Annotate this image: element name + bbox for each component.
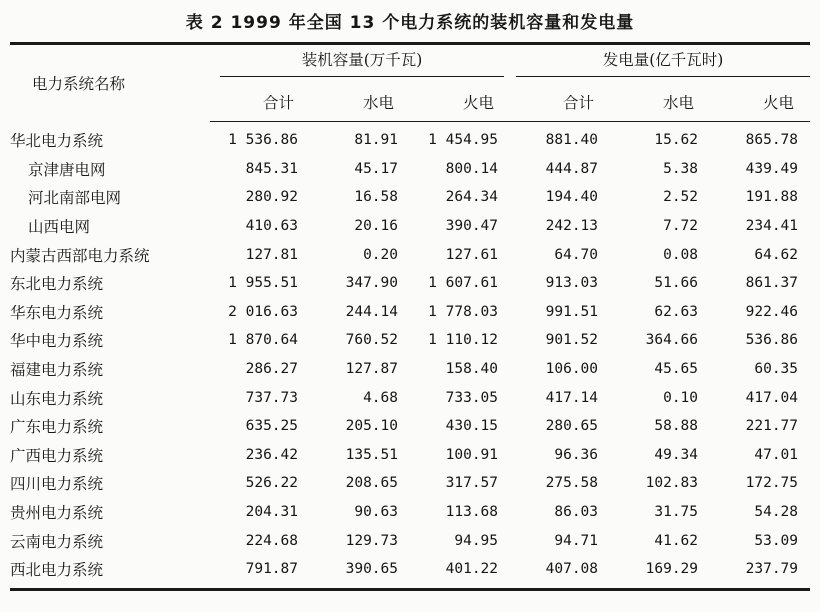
value-cell: 444.87	[545, 160, 599, 177]
value-cell: 317.57	[445, 475, 499, 492]
system-name-cell: 山西电网	[28, 218, 91, 237]
value-cell: 127.81	[245, 246, 298, 263]
value-cell: 861.37	[745, 275, 799, 292]
value-cell: 1 955.51	[228, 275, 298, 292]
value-cell: 1 110.12	[428, 332, 499, 349]
value-cell: 129.73	[345, 532, 398, 549]
value-cell: 760.52	[345, 332, 398, 349]
value-cell: 286.27	[245, 361, 298, 378]
value-cell: 41.62	[654, 532, 699, 549]
value-cell: 2.52	[663, 189, 699, 206]
value-cell: 865.78	[745, 132, 799, 149]
value-cell: 526.22	[245, 475, 298, 492]
generation-group-header: 发电量(亿千瓦时)	[510, 44, 810, 84]
table-row	[10, 155, 810, 184]
value-cell: 417.04	[745, 389, 799, 406]
value-cell: 390.65	[310, 555, 410, 589]
value-cell: 94.95	[454, 532, 499, 549]
value-cell: 60.35	[754, 361, 799, 378]
table-row	[10, 269, 810, 298]
value-cell: 264.34	[445, 189, 499, 206]
value-cell: 1 454.95	[428, 132, 499, 149]
value-cell: 236.42	[245, 446, 298, 463]
system-name-cell: 山东电力系统	[10, 389, 104, 408]
value-cell: 800.14	[445, 160, 499, 177]
value-cell: 913.03	[545, 275, 599, 292]
value-cell: 54.28	[754, 504, 799, 521]
value-cell: 169.29	[610, 555, 710, 589]
table-row	[10, 412, 810, 441]
table-row	[10, 326, 810, 355]
system-name-cell: 京津唐电网	[28, 160, 106, 179]
table-row	[10, 441, 810, 470]
value-cell: 390.47	[445, 218, 499, 235]
system-name-cell: 福建电力系统	[10, 361, 104, 380]
table-row	[10, 526, 810, 555]
value-cell: 172.75	[745, 475, 799, 492]
value-cell: 94.71	[554, 532, 599, 549]
value-cell: 275.58	[545, 475, 599, 492]
value-cell: 64.62	[754, 246, 799, 263]
system-name-cell: 贵州电力系统	[10, 504, 104, 523]
value-cell: 205.10	[345, 418, 398, 435]
column-header: 火电	[410, 83, 510, 122]
table-row	[10, 298, 810, 327]
table-row	[10, 498, 810, 527]
table-caption: 表 2 1999 年全国 13 个电力系统的装机容量和发电量	[185, 13, 635, 33]
column-header: 合计	[510, 83, 610, 122]
value-cell: 430.15	[445, 418, 499, 435]
value-cell: 31.75	[654, 504, 699, 521]
system-name-cell: 广西电力系统	[10, 446, 104, 465]
value-cell: 410.63	[245, 218, 298, 235]
system-name-cell: 云南电力系统	[10, 532, 104, 551]
capacity-group-header: 装机容量(万千瓦)	[210, 44, 510, 84]
value-cell: 347.90	[345, 275, 398, 292]
value-cell: 45.17	[354, 160, 398, 177]
table-row	[10, 212, 810, 241]
system-name-cell: 河北南部电网	[28, 189, 122, 208]
value-cell: 244.14	[345, 303, 398, 320]
value-cell: 221.77	[745, 418, 799, 435]
table-body	[10, 122, 810, 590]
table-row	[10, 122, 810, 155]
value-cell: 16.58	[354, 189, 398, 206]
value-cell: 194.40	[545, 189, 599, 206]
value-cell: 407.08	[510, 555, 610, 589]
value-cell: 733.05	[445, 389, 499, 406]
value-cell: 401.22	[410, 555, 510, 589]
system-name-cell: 四川电力系统	[10, 475, 104, 494]
value-cell: 64.70	[554, 246, 599, 263]
value-cell: 845.31	[245, 160, 298, 177]
value-cell: 113.68	[445, 504, 499, 521]
value-cell: 635.25	[245, 418, 298, 435]
value-cell: 536.86	[745, 332, 799, 349]
value-cell: 90.63	[354, 504, 398, 521]
value-cell: 901.52	[545, 332, 599, 349]
value-cell: 191.88	[745, 189, 799, 206]
value-cell: 5.38	[663, 160, 699, 177]
value-cell: 127.87	[345, 361, 398, 378]
table-row	[10, 383, 810, 412]
value-cell: 1 778.03	[428, 303, 499, 320]
value-cell: 20.16	[354, 218, 398, 235]
column-header: 水电	[610, 83, 710, 122]
value-cell: 2 016.63	[228, 303, 298, 320]
system-name-cell: 华中电力系统	[10, 332, 104, 351]
value-cell: 280.65	[545, 418, 599, 435]
column-header: 合计	[210, 83, 310, 122]
system-name-cell: 内蒙古西部电力系统	[10, 246, 150, 265]
value-cell: 15.62	[654, 132, 699, 149]
value-cell: 58.88	[654, 418, 699, 435]
power-systems-table	[10, 42, 810, 591]
value-cell: 991.51	[545, 303, 599, 320]
value-cell: 45.65	[654, 361, 699, 378]
column-header: 火电	[710, 83, 810, 122]
value-cell: 417.14	[545, 389, 599, 406]
value-cell: 135.51	[345, 446, 398, 463]
value-cell: 234.41	[745, 218, 799, 235]
value-cell: 1 607.61	[428, 275, 499, 292]
value-cell: 0.08	[663, 246, 699, 263]
value-cell: 106.00	[545, 361, 599, 378]
system-name-cell: 西北电力系统	[10, 555, 210, 589]
value-cell: 922.46	[745, 303, 799, 320]
value-cell: 791.87	[210, 555, 310, 589]
value-cell: 0.20	[363, 246, 398, 263]
system-name-cell: 东北电力系统	[10, 275, 104, 294]
value-cell: 158.40	[445, 361, 499, 378]
table-row	[10, 355, 810, 384]
value-cell: 51.66	[654, 275, 699, 292]
value-cell: 1 536.86	[228, 132, 298, 149]
value-cell: 100.91	[445, 446, 499, 463]
value-cell: 86.03	[554, 504, 599, 521]
value-cell: 364.66	[645, 332, 699, 349]
value-cell: 737.73	[245, 389, 298, 406]
table-row	[10, 469, 810, 498]
value-cell: 127.61	[445, 246, 499, 263]
value-cell: 1 870.64	[228, 332, 298, 349]
value-cell: 224.68	[245, 532, 298, 549]
value-cell: 242.13	[545, 218, 599, 235]
system-name-cell: 广东电力系统	[10, 418, 104, 437]
table-row	[10, 183, 810, 212]
system-name-cell: 华北电力系统	[10, 132, 104, 151]
system-name-column-header: 电力系统名称	[10, 44, 210, 122]
column-header: 水电	[310, 83, 410, 122]
value-cell: 0.10	[663, 389, 699, 406]
value-cell: 4.68	[363, 389, 398, 406]
value-cell: 62.63	[654, 303, 699, 320]
table-row	[10, 555, 810, 589]
value-cell: 96.36	[554, 446, 599, 463]
value-cell: 53.09	[754, 532, 799, 549]
system-name-cell: 华东电力系统	[10, 303, 104, 322]
table-row	[10, 240, 810, 269]
value-cell: 81.91	[354, 132, 398, 149]
value-cell: 7.72	[663, 218, 699, 235]
table-header-row	[10, 44, 810, 84]
value-cell: 208.65	[345, 475, 398, 492]
value-cell: 881.40	[545, 132, 599, 149]
value-cell: 204.31	[245, 504, 298, 521]
value-cell: 47.01	[754, 446, 799, 463]
value-cell: 49.34	[654, 446, 699, 463]
value-cell: 439.49	[745, 160, 799, 177]
value-cell: 280.92	[245, 189, 298, 206]
value-cell: 237.79	[710, 555, 810, 589]
value-cell: 102.83	[645, 475, 699, 492]
